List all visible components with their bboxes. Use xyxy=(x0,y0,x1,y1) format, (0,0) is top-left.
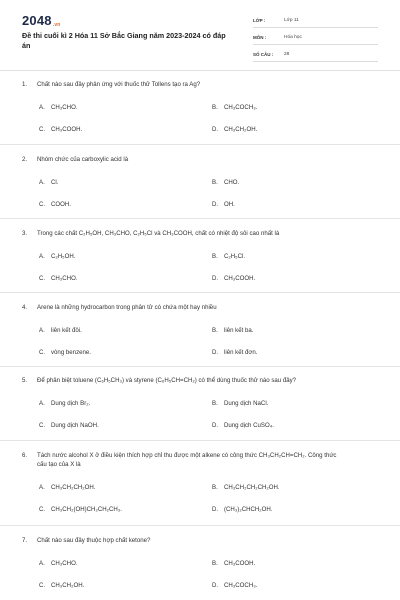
answer-option[interactable] xyxy=(212,319,385,341)
option-letter: D. xyxy=(212,200,219,208)
answer-options xyxy=(22,96,378,140)
meta-row-class xyxy=(253,14,378,28)
question-text xyxy=(22,229,378,238)
answer-option[interactable] xyxy=(39,118,212,140)
option-text: COOH. xyxy=(51,200,71,208)
option-letter: D. xyxy=(212,274,219,282)
answer-option[interactable] xyxy=(39,341,212,363)
option-letter: B. xyxy=(212,178,218,186)
option-letter: B. xyxy=(212,252,218,260)
option-text: Dung dịch NaOH. xyxy=(51,421,99,429)
answer-option[interactable] xyxy=(39,552,212,574)
option-text: CH₃CH₂CH₂CH₂OH. xyxy=(224,483,280,491)
meta-row-subject xyxy=(253,31,378,45)
option-letter: C. xyxy=(39,200,46,208)
answer-options xyxy=(22,392,378,436)
option-letter: B. xyxy=(212,559,218,567)
answer-option[interactable] xyxy=(39,245,212,267)
answer-option[interactable] xyxy=(212,392,385,414)
question-number: 5. xyxy=(22,377,28,384)
question-item xyxy=(0,71,400,145)
question-item xyxy=(0,526,400,600)
answer-option[interactable] xyxy=(212,118,385,140)
answer-option[interactable] xyxy=(212,414,385,436)
answer-option[interactable] xyxy=(212,552,385,574)
question-number: 1. xyxy=(22,81,28,88)
site-logo[interactable] xyxy=(22,13,61,28)
header xyxy=(0,0,400,70)
logo-suffix: .vn xyxy=(52,22,61,28)
option-letter: D. xyxy=(212,581,219,589)
option-letter: D. xyxy=(212,125,219,133)
question-stem: Tách nước alcohol X ở điều kiện thích hợp chỉ thu được một alkene có công thức CH₃CH₂CH=CH₂. Công thức cấu tạo của X là xyxy=(37,452,337,468)
answer-option[interactable] xyxy=(39,267,212,289)
answer-option[interactable] xyxy=(212,267,385,289)
option-text: CH₃CHO. xyxy=(51,274,78,282)
option-text: CH₃COOH. xyxy=(224,559,256,567)
option-text: CH₃COOH. xyxy=(224,274,256,282)
meta-value: Lớp 11 xyxy=(284,18,299,23)
option-text: CH₃COCH₃. xyxy=(224,103,258,111)
question-item xyxy=(0,293,400,367)
option-letter: D. xyxy=(212,421,219,429)
option-text: Dung dịch NaCl. xyxy=(224,399,269,407)
question-stem: Để phân biệt toluene (C₆H₅CH₃) và styrene (C₆H₅CH=CH₂) có thể dùng thuốc thử nào sau đây? xyxy=(37,377,297,384)
option-text: CH₃CH₂(OH)CH₂CH₂CH₃. xyxy=(51,505,122,513)
answer-option[interactable] xyxy=(39,476,212,498)
answer-option[interactable] xyxy=(212,245,385,267)
option-text: CH₃CHO. xyxy=(51,559,78,567)
option-letter: A. xyxy=(39,252,45,260)
answer-option[interactable] xyxy=(39,498,212,520)
question-item xyxy=(0,441,400,526)
option-letter: B. xyxy=(212,483,218,491)
exam-meta xyxy=(253,14,378,65)
question-text xyxy=(22,536,378,545)
answer-option[interactable] xyxy=(39,392,212,414)
option-letter: C. xyxy=(39,505,46,513)
answer-option[interactable] xyxy=(212,171,385,193)
answer-option[interactable] xyxy=(212,96,385,118)
option-letter: A. xyxy=(39,399,45,407)
option-letter: A. xyxy=(39,559,45,567)
question-item xyxy=(0,367,400,441)
answer-options xyxy=(22,319,378,363)
option-letter: A. xyxy=(39,178,45,186)
question-item xyxy=(0,219,400,293)
answer-options xyxy=(22,476,378,520)
question-number: 4. xyxy=(22,304,28,311)
option-text: CH₃COCH₃. xyxy=(224,581,258,589)
option-text: CH₃CH₂OH. xyxy=(224,125,258,133)
option-text: (CH₃)₂CHCH₂OH. xyxy=(224,505,273,513)
meta-label: SỐ CÂU : xyxy=(253,52,274,57)
answer-option[interactable] xyxy=(212,476,385,498)
option-letter: D. xyxy=(212,348,219,356)
option-text: Dung dịch Br₂. xyxy=(51,399,91,407)
option-text: liên kết ba. xyxy=(224,326,254,334)
answer-option[interactable] xyxy=(39,414,212,436)
answer-option[interactable] xyxy=(39,96,212,118)
exam-title: Đề thi cuối kì 2 Hóa 11 Sở Bắc Giang năm 2023-2024 có đáp án xyxy=(22,31,226,50)
option-letter: B. xyxy=(212,399,218,407)
answer-option[interactable] xyxy=(212,574,385,596)
question-stem: Chất nào sau đây thuộc hợp chất ketone? xyxy=(37,537,151,544)
option-text: C₂H₅Cl. xyxy=(224,252,246,260)
question-text xyxy=(22,80,378,89)
option-text: CHO. xyxy=(224,178,240,186)
answer-options xyxy=(22,245,378,289)
option-letter: C. xyxy=(39,125,46,133)
option-letter: A. xyxy=(39,483,45,491)
option-text: vòng benzene. xyxy=(51,348,91,356)
question-list xyxy=(0,71,400,600)
option-text: liên kết đôi. xyxy=(51,326,82,334)
question-number: 3. xyxy=(22,230,28,237)
question-number: 6. xyxy=(22,452,28,459)
option-letter: C. xyxy=(39,421,46,429)
option-text: liên kết đơn. xyxy=(224,348,258,356)
option-letter: A. xyxy=(39,326,45,334)
answer-option[interactable] xyxy=(39,171,212,193)
option-letter: A. xyxy=(39,103,45,111)
option-text: Dung dịch CuSO₄. xyxy=(224,421,274,429)
question-text xyxy=(22,376,378,385)
option-text: Cl. xyxy=(51,178,59,186)
meta-value: Hóa học xyxy=(284,35,302,40)
answer-option[interactable] xyxy=(212,341,385,363)
option-letter: B. xyxy=(212,103,218,111)
option-text: OH. xyxy=(224,200,235,208)
option-text: CH₃CHO. xyxy=(51,103,78,111)
option-text: CH₃CH₂CH₂OH. xyxy=(51,483,96,491)
question-stem: Chất nào sau đây phản ứng với thuốc thử Tollens tạo ra Ag? xyxy=(37,81,201,88)
question-stem: Nhóm chức của carboxylic acid là xyxy=(37,156,129,163)
answer-option[interactable] xyxy=(39,193,212,215)
option-letter: C. xyxy=(39,274,46,282)
question-stem: Arene là những hydrocarbon trong phân tử có chứa một hay nhiều xyxy=(37,304,217,311)
question-item xyxy=(0,145,400,219)
answer-option[interactable] xyxy=(212,498,385,520)
option-text: C₂H₅OH. xyxy=(51,252,76,260)
option-letter: D. xyxy=(212,505,219,513)
meta-label: MÔN : xyxy=(253,35,267,40)
meta-row-count xyxy=(253,48,378,62)
logo-text: 2048 xyxy=(22,13,52,28)
answer-options xyxy=(22,552,378,596)
question-number: 2. xyxy=(22,156,28,163)
question-text xyxy=(22,155,378,164)
answer-option[interactable] xyxy=(39,574,212,596)
option-letter: B. xyxy=(212,326,218,334)
option-letter: C. xyxy=(39,348,46,356)
answer-option[interactable] xyxy=(212,193,385,215)
question-number: 7. xyxy=(22,537,28,544)
answer-options xyxy=(22,171,378,215)
option-letter: C. xyxy=(39,581,46,589)
question-text xyxy=(22,303,378,312)
answer-option[interactable] xyxy=(39,319,212,341)
option-text: CH₃CH₂OH. xyxy=(51,581,85,589)
question-text xyxy=(22,451,378,469)
meta-value: 28 xyxy=(284,52,290,57)
option-text: CH₃COOH. xyxy=(51,125,83,133)
meta-label: LỚP : xyxy=(253,18,266,23)
question-stem: Trong các chất C₂H₅OH, CH₃CHO, C₂H₅Cl và CH₃COOH, chất có nhiệt độ sôi cao nhất là xyxy=(37,230,280,237)
